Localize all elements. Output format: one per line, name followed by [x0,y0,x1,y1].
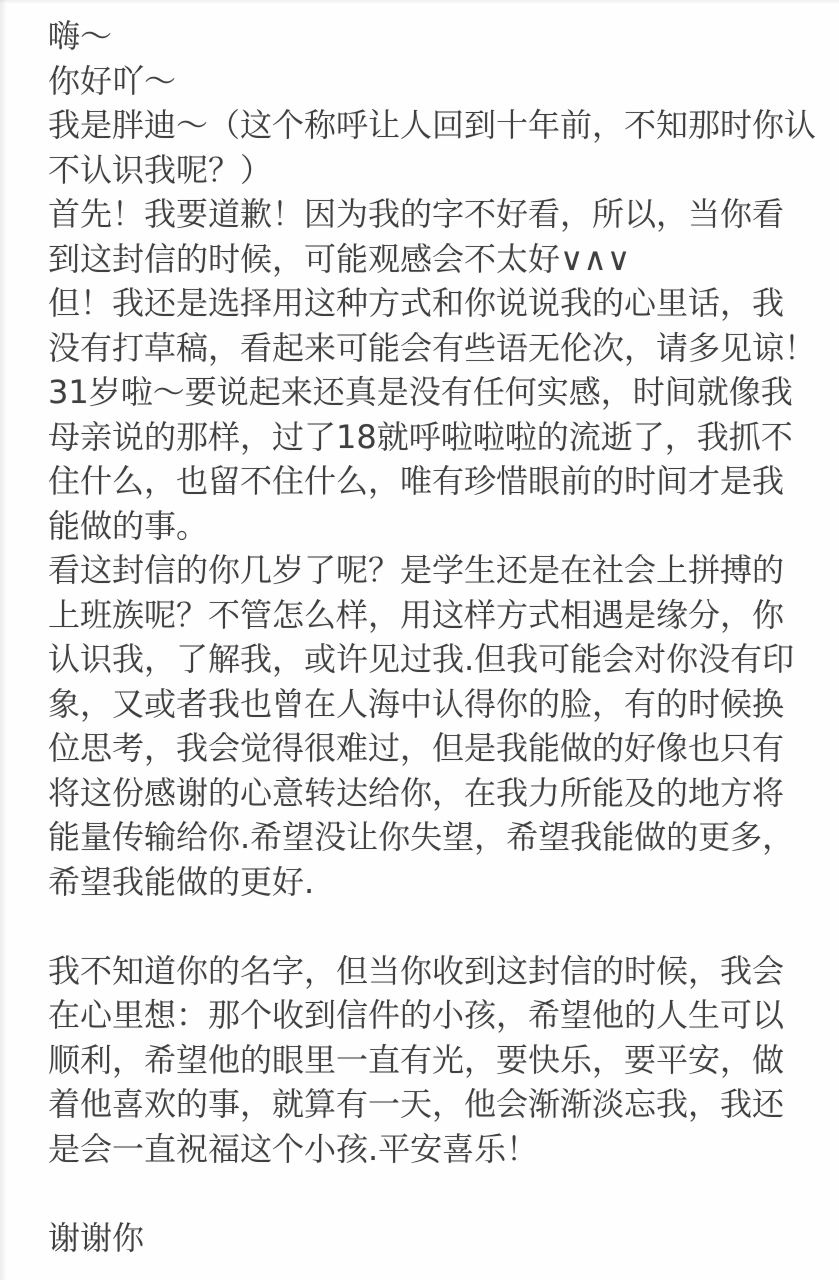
letter-line: 嗨～ [48,17,113,55]
letter-line: 认识我，了解我，或许见过我.但我可能会对你没有印 [48,640,795,678]
letter-line: 没有打草稿，看起来可能会有些语无伦次，请多见谅！ [48,328,817,367]
letter-line: 看这封信的你几岁了呢？是学生还是在社会上拼搏的 [48,551,785,589]
letter-line: 首先！我要道歉！因为我的字不好看，所以，当你看 [48,195,785,233]
letter-line: 象，又或者我也曾在人海中认得你的脸，有的时候换 [48,684,785,723]
letter-line: 是会一直祝福这个小孩.平安喜乐！ [48,1129,539,1168]
letter-line: 不认识我呢？） [48,150,273,189]
letter-line: 到这封信的时候，可能观感会不太好∨∧∨ [48,239,631,278]
letter-line: 将这份感谢的心意转达给你，在我力所能及的地方将 [48,773,785,812]
letter-line: 希望我能做的更好. [48,862,315,901]
letter-line: 顺利，希望他的眼里一直有光，要快乐，要平安，做 [48,1040,785,1079]
letter-line-blank [48,904,799,949]
letter-line: 你好吖～ [48,61,177,100]
letter-line-blank [48,1171,799,1216]
letter-line: 在心里想：那个收到信件的小孩，希望他的人生可以 [48,996,785,1034]
letter-line: 着他喜欢的事，就算有一天，他会渐渐淡忘我，我还 [48,1085,785,1123]
letter-line: 31岁啦～要说起来还真是没有任何实感，时间就像我 [48,373,793,411]
letter-line-signoff: 谢谢你 [48,1218,145,1257]
letter-line: 但！我还是选择用这种方式和你说说我的心里话，我 [48,284,785,322]
letter-line: 能做的事。 [48,506,209,545]
letter-line: 能量传输给你.希望没让你失望，希望我能做的更多， [48,818,795,856]
letter-line: 位思考，我会觉得很难过，但是我能做的好像也只有 [48,729,785,767]
letter-line: 我不知道你的名字，但当你收到这封信的时候，我会 [48,951,785,990]
letter-line: 上班族呢？不管怎么样，用这样方式相遇是缘分，你 [48,595,785,634]
letter-line: 我是胖迪～（这个称呼让人回到十年前，不知那时你认 [48,106,817,144]
letter-line: 母亲说的那样，过了18就呼啦啦啦的流逝了，我抓不 [48,417,793,456]
letter-line: 住什么，也留不住什么，唯有珍惜眼前的时间才是我 [48,462,785,500]
